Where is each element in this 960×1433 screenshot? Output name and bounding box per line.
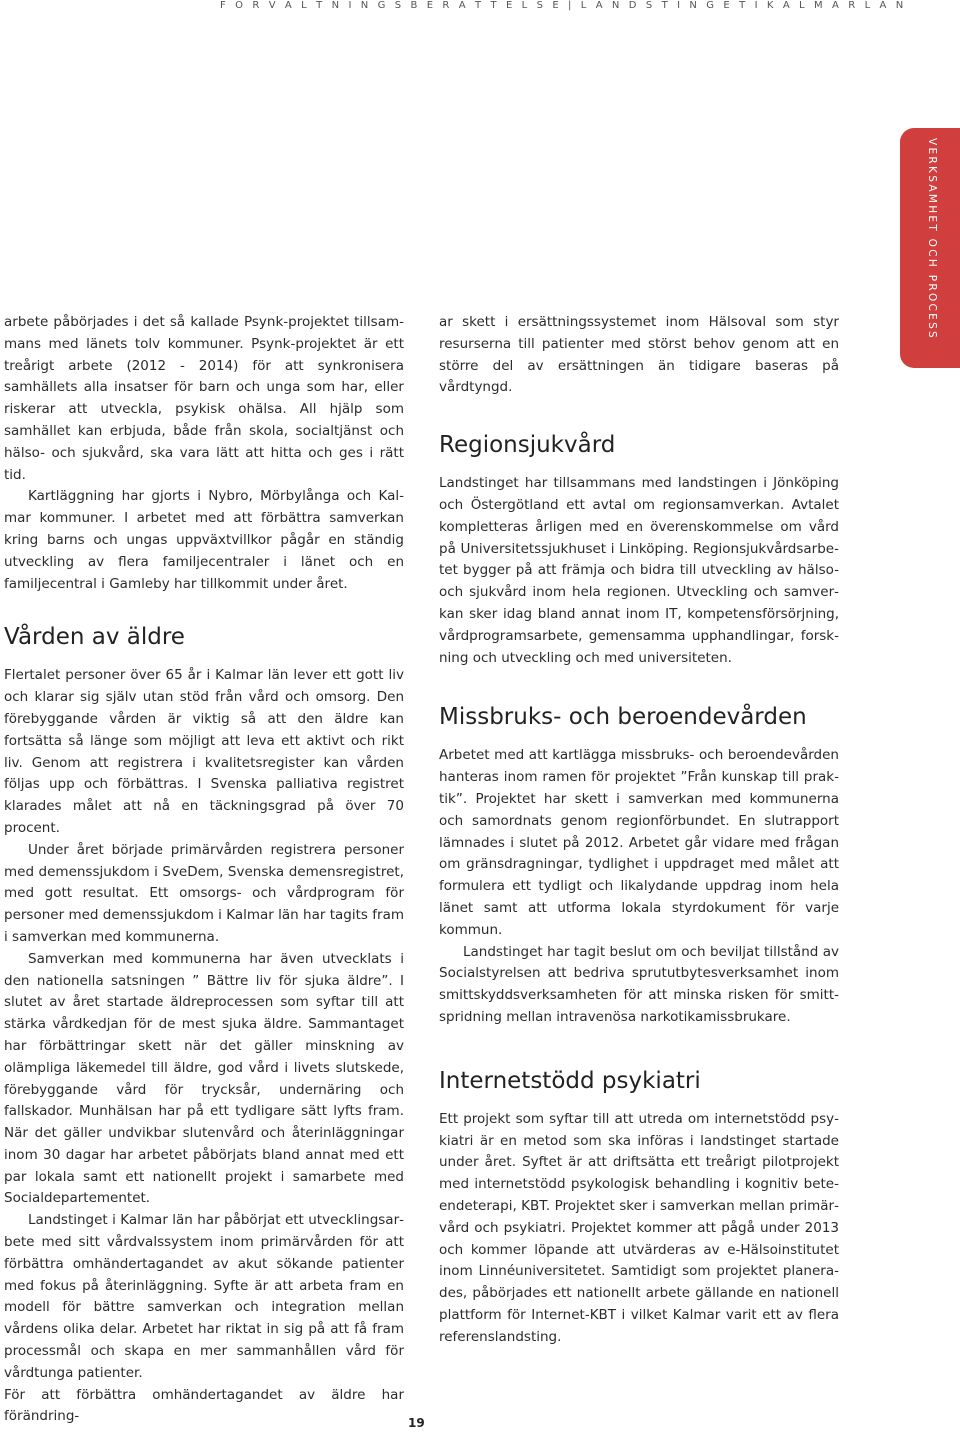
paragraph: arbete påbörjades i det så kallade Psynk-projektet tillsammans med länets tolv kommuner. Psynk-projektet är ett treårigt arbete (2012 - 2014) för att synkronisera samhällets alla insatser för barn och unga som har, eller riskerar att utveckla, psykisk ohälsa. All hjälp som samhället kan erbjuda, både från skola, socialtjänst och hälso- och sjukvård, ska vara lätt att hitta och ges i rätt tid. xyxy=(4,314,404,483)
paragraph: Arbetet med att kartlägga missbruks- och beroendevården hanteras inom ramen för projektet ”Från kunskap till praktik”. Projektet har skett i samverkan med kommunerna och samordnats genom regionförbundet. En slutrapport lämnades i slutet på 2012. Arbetet går vidare med frågan om gränsdragningar, tydlighet i uppdraget med målet att formulera ett tydligt och likalydande uppdrag inom hela länet samt att utforma lokala styrdokument för varje kommun. xyxy=(439,747,839,938)
section-tab xyxy=(900,128,960,368)
paragraph: Flertalet personer över 65 år i Kalmar län lever ett gott liv och klarar sig själv utan stöd från vård och omsorg. Den förebyggande vården är viktig så att den äldre kan fortsätta så länge som möjligt att leva ett aktivt och rikt liv. Genom att registrera i kvalitetsregister kan vården följas upp och förbättras. I Svenska palliativa registret klarades målet att nå en täckningsgrad på över 70 procent. xyxy=(4,667,404,836)
left-column xyxy=(4,312,404,1428)
paragraph: För att förbättra omhändertagandet av äldre har förändring- xyxy=(4,1386,404,1425)
section-heading: Vården av äldre xyxy=(4,624,185,651)
paragraph: Ett projekt som syftar till att utreda om internetstödd psykiatri är en metod som ska införas i landstinget startade under året. Syftet är att driftsätta ett treårigt pilotprojekt med internetstödd psykologisk behandling i kognitiv beteendeterapi, KBT. Projektet sker i samverkan mellan primärvård och psykiatri. Projektet kommer att pågå under 2013 och kommer löpande att utvärderas av e-Hälsoinstitutet inom Linnéuniversitetet. Samtidigt som projektet planerades, påbörjades ett nationellt arbete gällande en nationell plattform för Internet-KBT i vilket Kalmar varit ett av flera referenslandsting. xyxy=(439,1110,839,1345)
paragraph: Landstinget har tagit beslut om och beviljat tillstånd av Socialstyrelsen att bedriva sprututbytesverksamhet inom smittskyddsverksamheten för att minska risken för smittspridning mellan intravenösa narkotikamissbrukare. xyxy=(439,943,839,1025)
paragraph: Landstinget har tillsammans med landstingen i Jönköping och Östergötland ett avtal om regionsamverkan. Avtalet kompletteras årligen med en överenskommelse om vård på Universitetssjukhuset i Linköping. Regionsjukvårdsarbetet bygger på att främja och bidra till utveckling av hälso- och sjukvård inom hela regionen. Utveckling och samverkan sker idag bland annat inom IT, kompetensförsörjning, vårdprogramsarbete, gemensamma upphandlingar, forskning och utveckling och med universiteten. xyxy=(439,475,839,666)
paragraph: Under året började primärvården registrera personer med demenssjukdom i SveDem, Svenska demensregistret, med gott resultat. Ett omsorgs- och vårdprogram för personer med demenssjukdom i Kalmar län har tagits fram i samverkan med kommunerna. xyxy=(4,841,404,945)
section-tab-label: VERKSAMHET OCH PROCESS xyxy=(926,138,938,340)
section-heading: Regionsjukvård xyxy=(439,432,616,459)
paragraph: Samverkan med kommunerna har även utvecklats i den nationella satsningen ” Bättre liv för sjuka äldre”. I slutet av året startade äldreprocessen som syftar till att stärka vårdkedjan för de mest sjuka äldre. Sammantaget har förbättringar skett när det gäller minskning av olämpliga läkemedel till äldre, god vård i livets slutskede, förebyggande vård för trycksår, undernäring och fallskador. Munhälsan har på ett tydligare sätt lyfts fram. När det gäller undvikbar slutenvård och återinläggningar inom 30 dagar har arbetet påbörjats bland annat med ett par lokala samt ett nationellt projekt i samarbete med Socialdepartementet. xyxy=(4,950,404,1207)
running-header: F Ö R V A L T N I N G S B E R Ä T T E L S E | L A N D S T I N G E T I K A L M A R L Ä N xyxy=(220,0,907,11)
section-heading: Missbruks- och beroendevården xyxy=(439,704,807,731)
section-heading: Internetstödd psykiatri xyxy=(439,1067,701,1094)
paragraph: Kartläggning har gjorts i Nybro, Mörbylånga och Kalmar kommuner. I arbetet med att förbättra samverkan kring barns och ungas uppväxtvillkor pågår en ständig utveckling av flera familjecentraler i länet och en familjecentral i Gamleby har tillkommit under året. xyxy=(4,488,404,592)
page-number: 19 xyxy=(408,1416,425,1430)
paragraph: Landstinget i Kalmar län har påbörjat ett utvecklingsarbete med sitt vårdvalssystem inom primärvården för att förbättra omhändertagandet av akut sökande patienter med fokus på återinläggning. Syfte är att arbeta fram en modell för bättre samverkan och integration mellan vårdens olika delar. Arbetet har riktat in sig på att få fram processmål och skapa en mer sammanhållen vård för vårdtunga patienter. xyxy=(4,1212,404,1381)
paragraph: ar skett i ersättningssystemet inom Hälsoval som styr resurserna till patienter med störst behov genom att en större del av ersättningen än tidigare baseras på vårdtyngd. xyxy=(439,314,839,396)
right-column xyxy=(439,312,839,1348)
